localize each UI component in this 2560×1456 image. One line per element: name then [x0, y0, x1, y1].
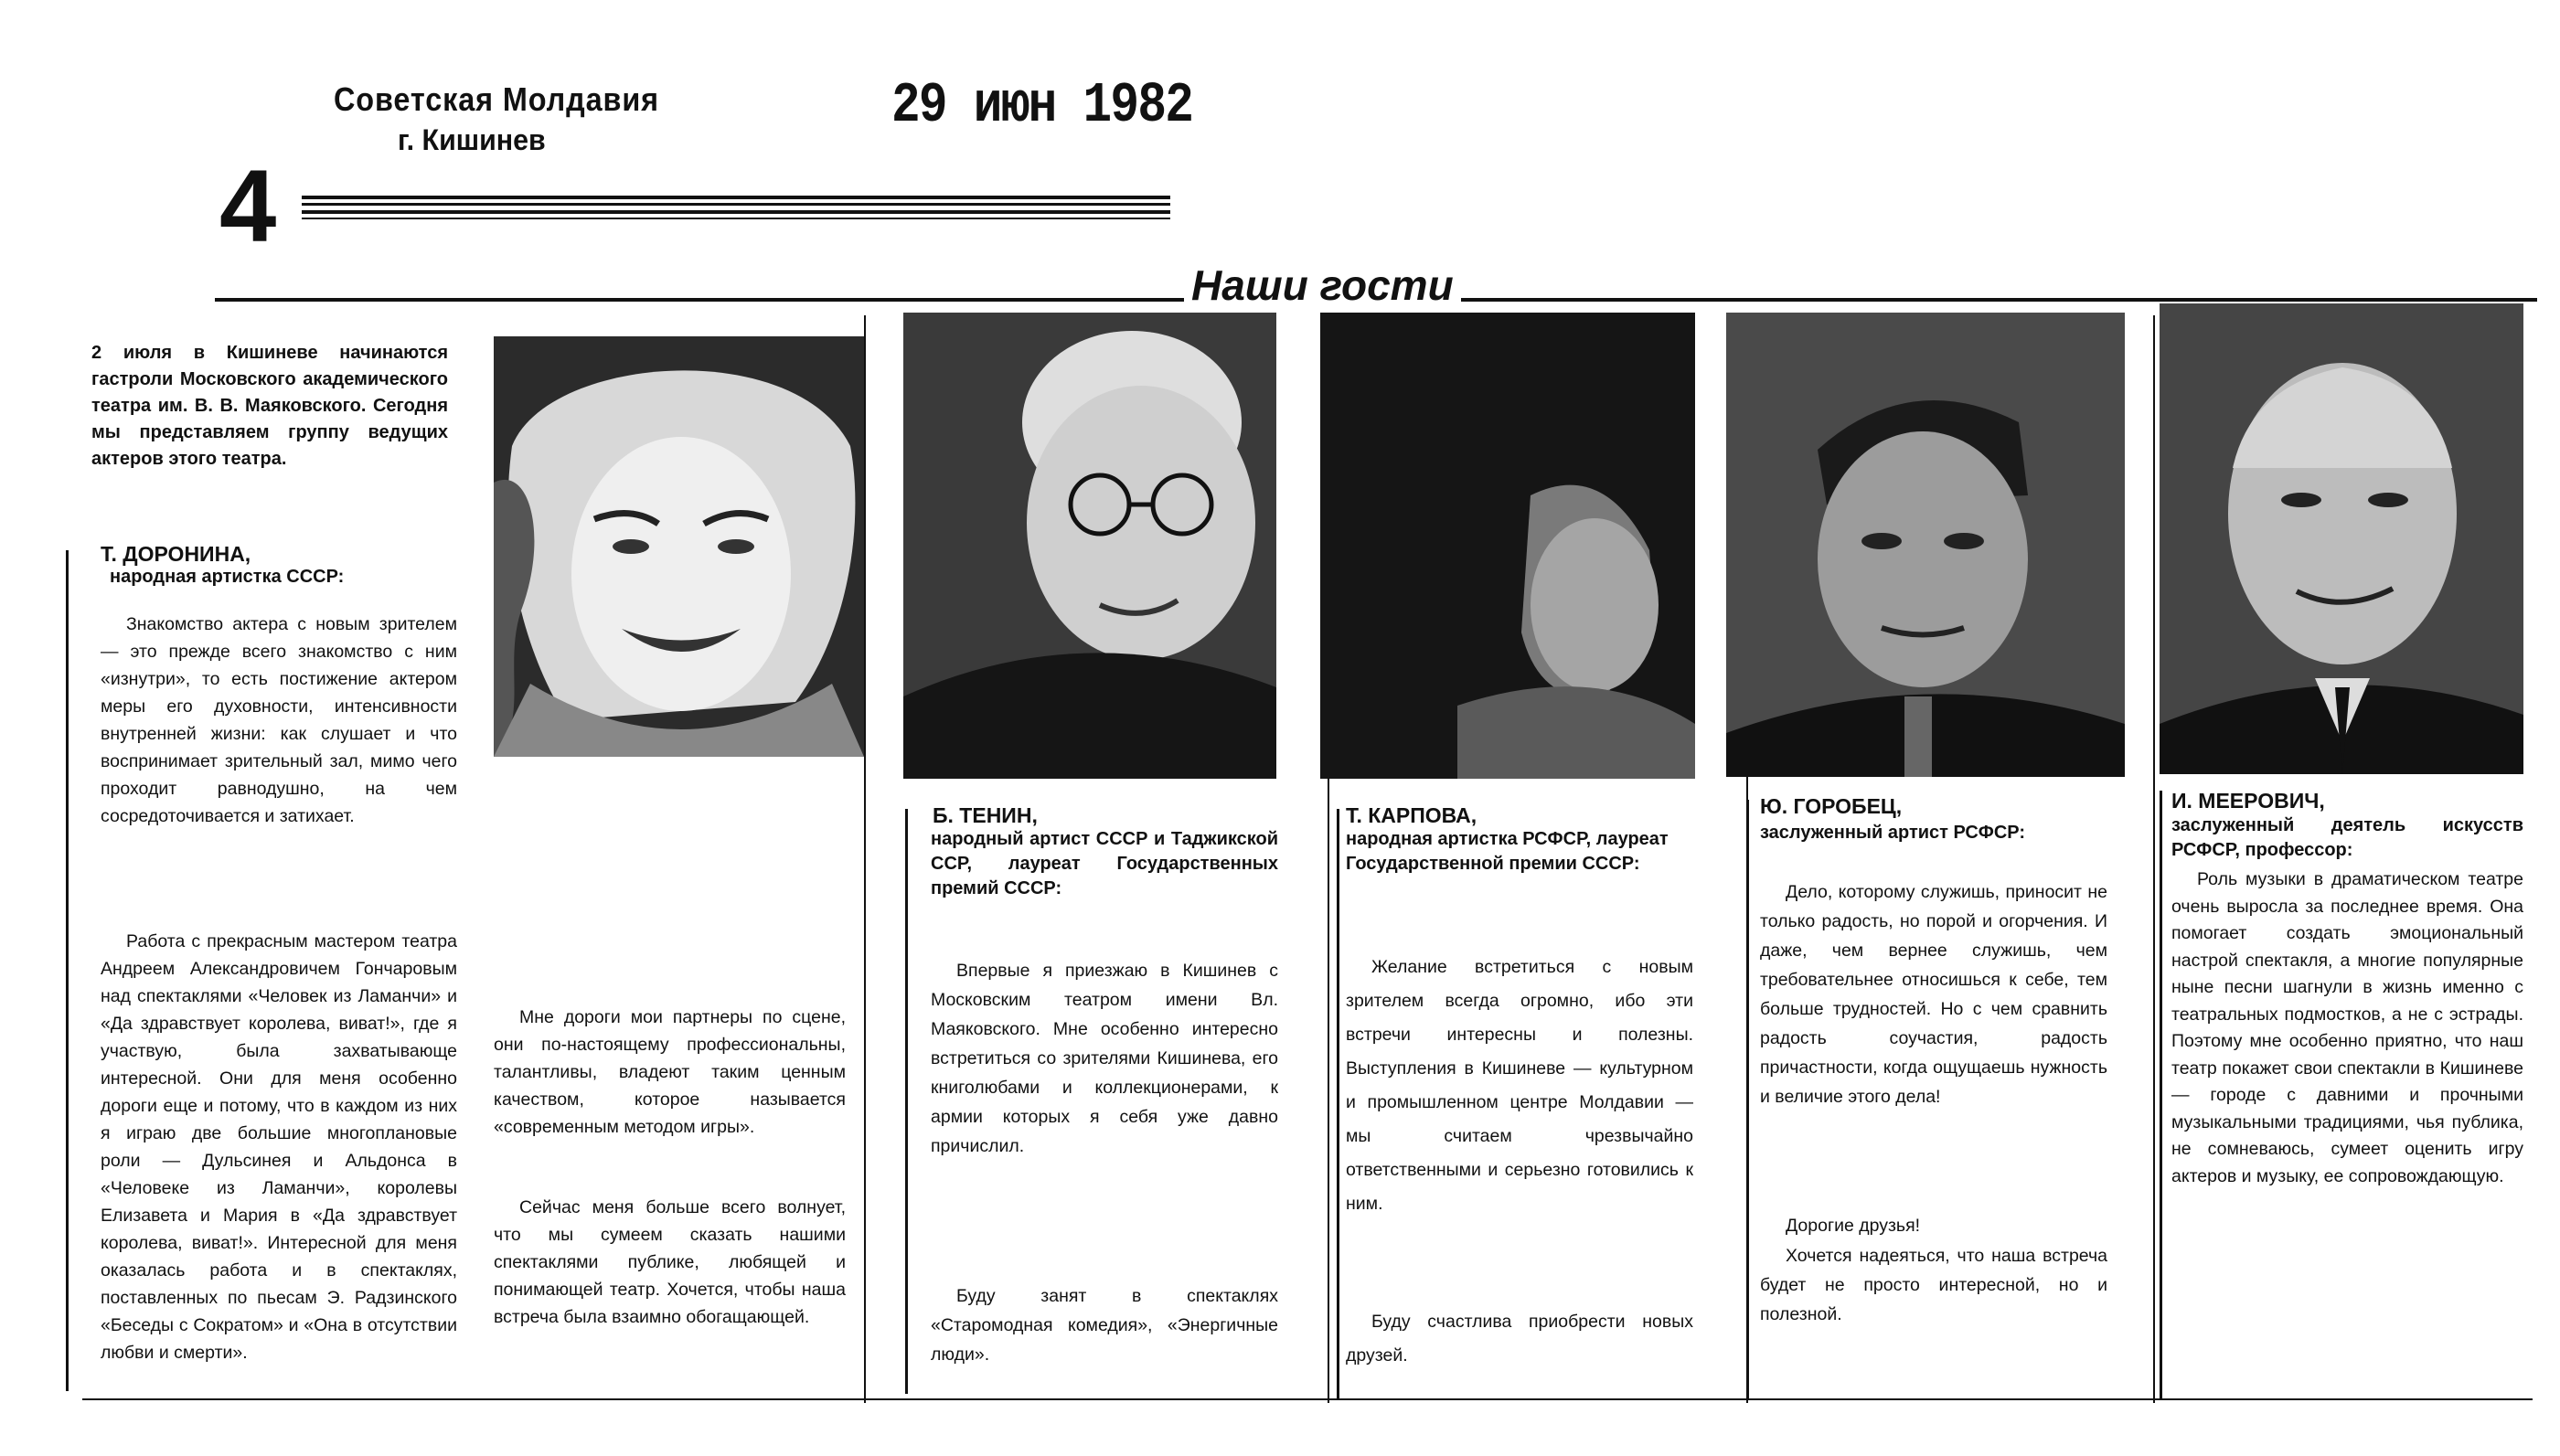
masthead-rule — [302, 218, 1170, 219]
statement-paragraph: Дело, которому служишь, приносит не только радость, но порой и огорчения. И даже, чем вернее служишь, чем требовательнее относишься к себе, тем больше трудностей. Но с чем сравнить радость соучастия, радость причастности, когда ощущаешь нужность и величие этого дела! — [1760, 882, 2107, 1107]
actor-name: И. МЕЕРОВИЧ, — [2171, 789, 2325, 813]
intro-paragraph: 2 июля в Кишиневе начинаются гастроли Московского академического театра им. В. В. Маяковского. Сегодня мы представляем группу ведущих актеров этого театра. — [91, 343, 448, 469]
statement-paragraph: Мне дороги мои партнеры по сцене, они по-настоящему профессиональны, талантливы, владеют таким ценным качеством, которое называется «современным методом игры». — [494, 1007, 846, 1137]
column-divider — [864, 315, 866, 1403]
actor-title: заслуженный артист РСФСР: — [1760, 823, 2026, 843]
actor-name: Т. ДОРОНИНА, — [101, 542, 251, 566]
quote-bar — [2160, 791, 2162, 1398]
page-number: 4 — [219, 149, 277, 263]
portrait-photo-doronina — [494, 336, 864, 757]
actor-name: Ю. ГОРОБЕЦ, — [1760, 794, 1903, 818]
portrait-photo-karpova — [1320, 313, 1695, 779]
quote-bar — [1337, 809, 1339, 1398]
quote-bar — [905, 809, 908, 1394]
section-title: Наши гости — [1184, 260, 1461, 310]
bottom-rule — [82, 1398, 2533, 1400]
masthead-rule — [302, 196, 1170, 199]
newspaper-name: Советская Молдавия — [334, 80, 659, 118]
statement-paragraph: Желание встретиться с новым зрителем всегда огромно, ибо эти встречи интересны и полезны. Выступления в Кишиневе — культурном и промышленном центре Молдавии — мы считаем чрезвычайно ответственными и серьезно готовились к ним. — [1346, 957, 1693, 1214]
statement-paragraph: Впервые я приезжаю в Кишинев с Московским театром имени Вл. Маяковского. Мне особенно интересно встретиться со зрителями Кишинева, его книголюбами и коллекционерами, к армии которых я себя уже давно причислил. — [931, 961, 1278, 1156]
statement-paragraph: Дорогие друзья! — [1786, 1216, 1921, 1236]
issue-date-stamp: 29 июн 1982 — [891, 73, 1193, 138]
column-divider — [2153, 315, 2155, 1403]
statement-paragraph: Знакомство актера с новым зрителем — это прежде всего знакомство с ним «изнутри», то есть постижение актером меры его духовности, интенсивности внутренней жизни: как слушает и что воспринимает зрительный зал, мимо чего проходит равнодушно, на чем сосредоточивается и затихает. — [101, 614, 457, 826]
actor-name: Т. КАРПОВА, — [1346, 803, 1477, 827]
statement-paragraph: Роль музыки в драматическом театре очень выросла за последнее время. Она помогает создать эмоциональный настрой спектакля, а многие популярные ныне песни шагнули в жизнь именно с театральных подмостков, а не с эстрады. Поэтому мне особенно приятно, что наш театр покажет свои спектакли в Кишиневе — городе с давними и прочными музыкальными традициями, чья публика, не сомневаюсь, сумеет оценить игру актеров и музыку, ее сопровождающую. — [2171, 869, 2523, 1186]
statement-paragraph: Сейчас меня больше всего волнует, что мы сумеем сказать нашими спектаклями публике, любящей и понимающей театр. Хочется, чтобы наша встреча была взаимно обогащающей. — [494, 1197, 846, 1327]
actor-title: народная артистка СССР: — [110, 567, 345, 587]
portrait-photo-meerovich — [2160, 303, 2523, 774]
statement-paragraph: Буду занят в спектаклях «Старомодная комедия», «Энергичные люди». — [931, 1286, 1278, 1365]
masthead-rule — [302, 203, 1170, 206]
newspaper-city: г. Кишинев — [398, 123, 546, 156]
portrait-photo-gorobets — [1726, 313, 2125, 777]
statement-paragraph: Работа с прекрасным мастером театра Андреем Александровичем Гончаровым над спектаклями «Человек из Ламанчи» и «Да здравствует королева, виват!», где я участвую, была захватывающе интересной. Они для меня особенно дороги еще и потому, что в каждом из них я играю две большие многоплановые роли — Дульсинея и Альдонса в «Человеке из Ламанчи», королевы Елизавета и Мария в «Да здравствует королева, виват!». Интересной для меня оказалась работа и в спектаклях, поставленных по пьесам Э. Радзинского «Беседы с Сократом» и «Она в отсутствии любви и смерти». — [101, 931, 457, 1363]
statement-paragraph: Хочется надеяться, что наша встреча будет не просто интересной, но и полезной. — [1760, 1246, 2107, 1324]
actor-name: Б. ТЕНИН, — [933, 803, 1038, 827]
actor-title: народный артист СССР и Таджикской ССР, лауреат Государственных премий СССР: — [931, 829, 1278, 898]
portrait-photo-tenin — [903, 313, 1276, 779]
quote-bar — [66, 550, 69, 1391]
actor-title: народная артистка РСФСР, лауреат Государственной премии СССР: — [1346, 829, 1669, 874]
actor-title: заслуженный деятель искусств РСФСР, профессор: — [2171, 815, 2523, 860]
quote-bar — [1746, 800, 1749, 1398]
statement-paragraph: Буду счастлива приобрести новых друзей. — [1346, 1312, 1693, 1366]
masthead-rule — [302, 210, 1170, 214]
